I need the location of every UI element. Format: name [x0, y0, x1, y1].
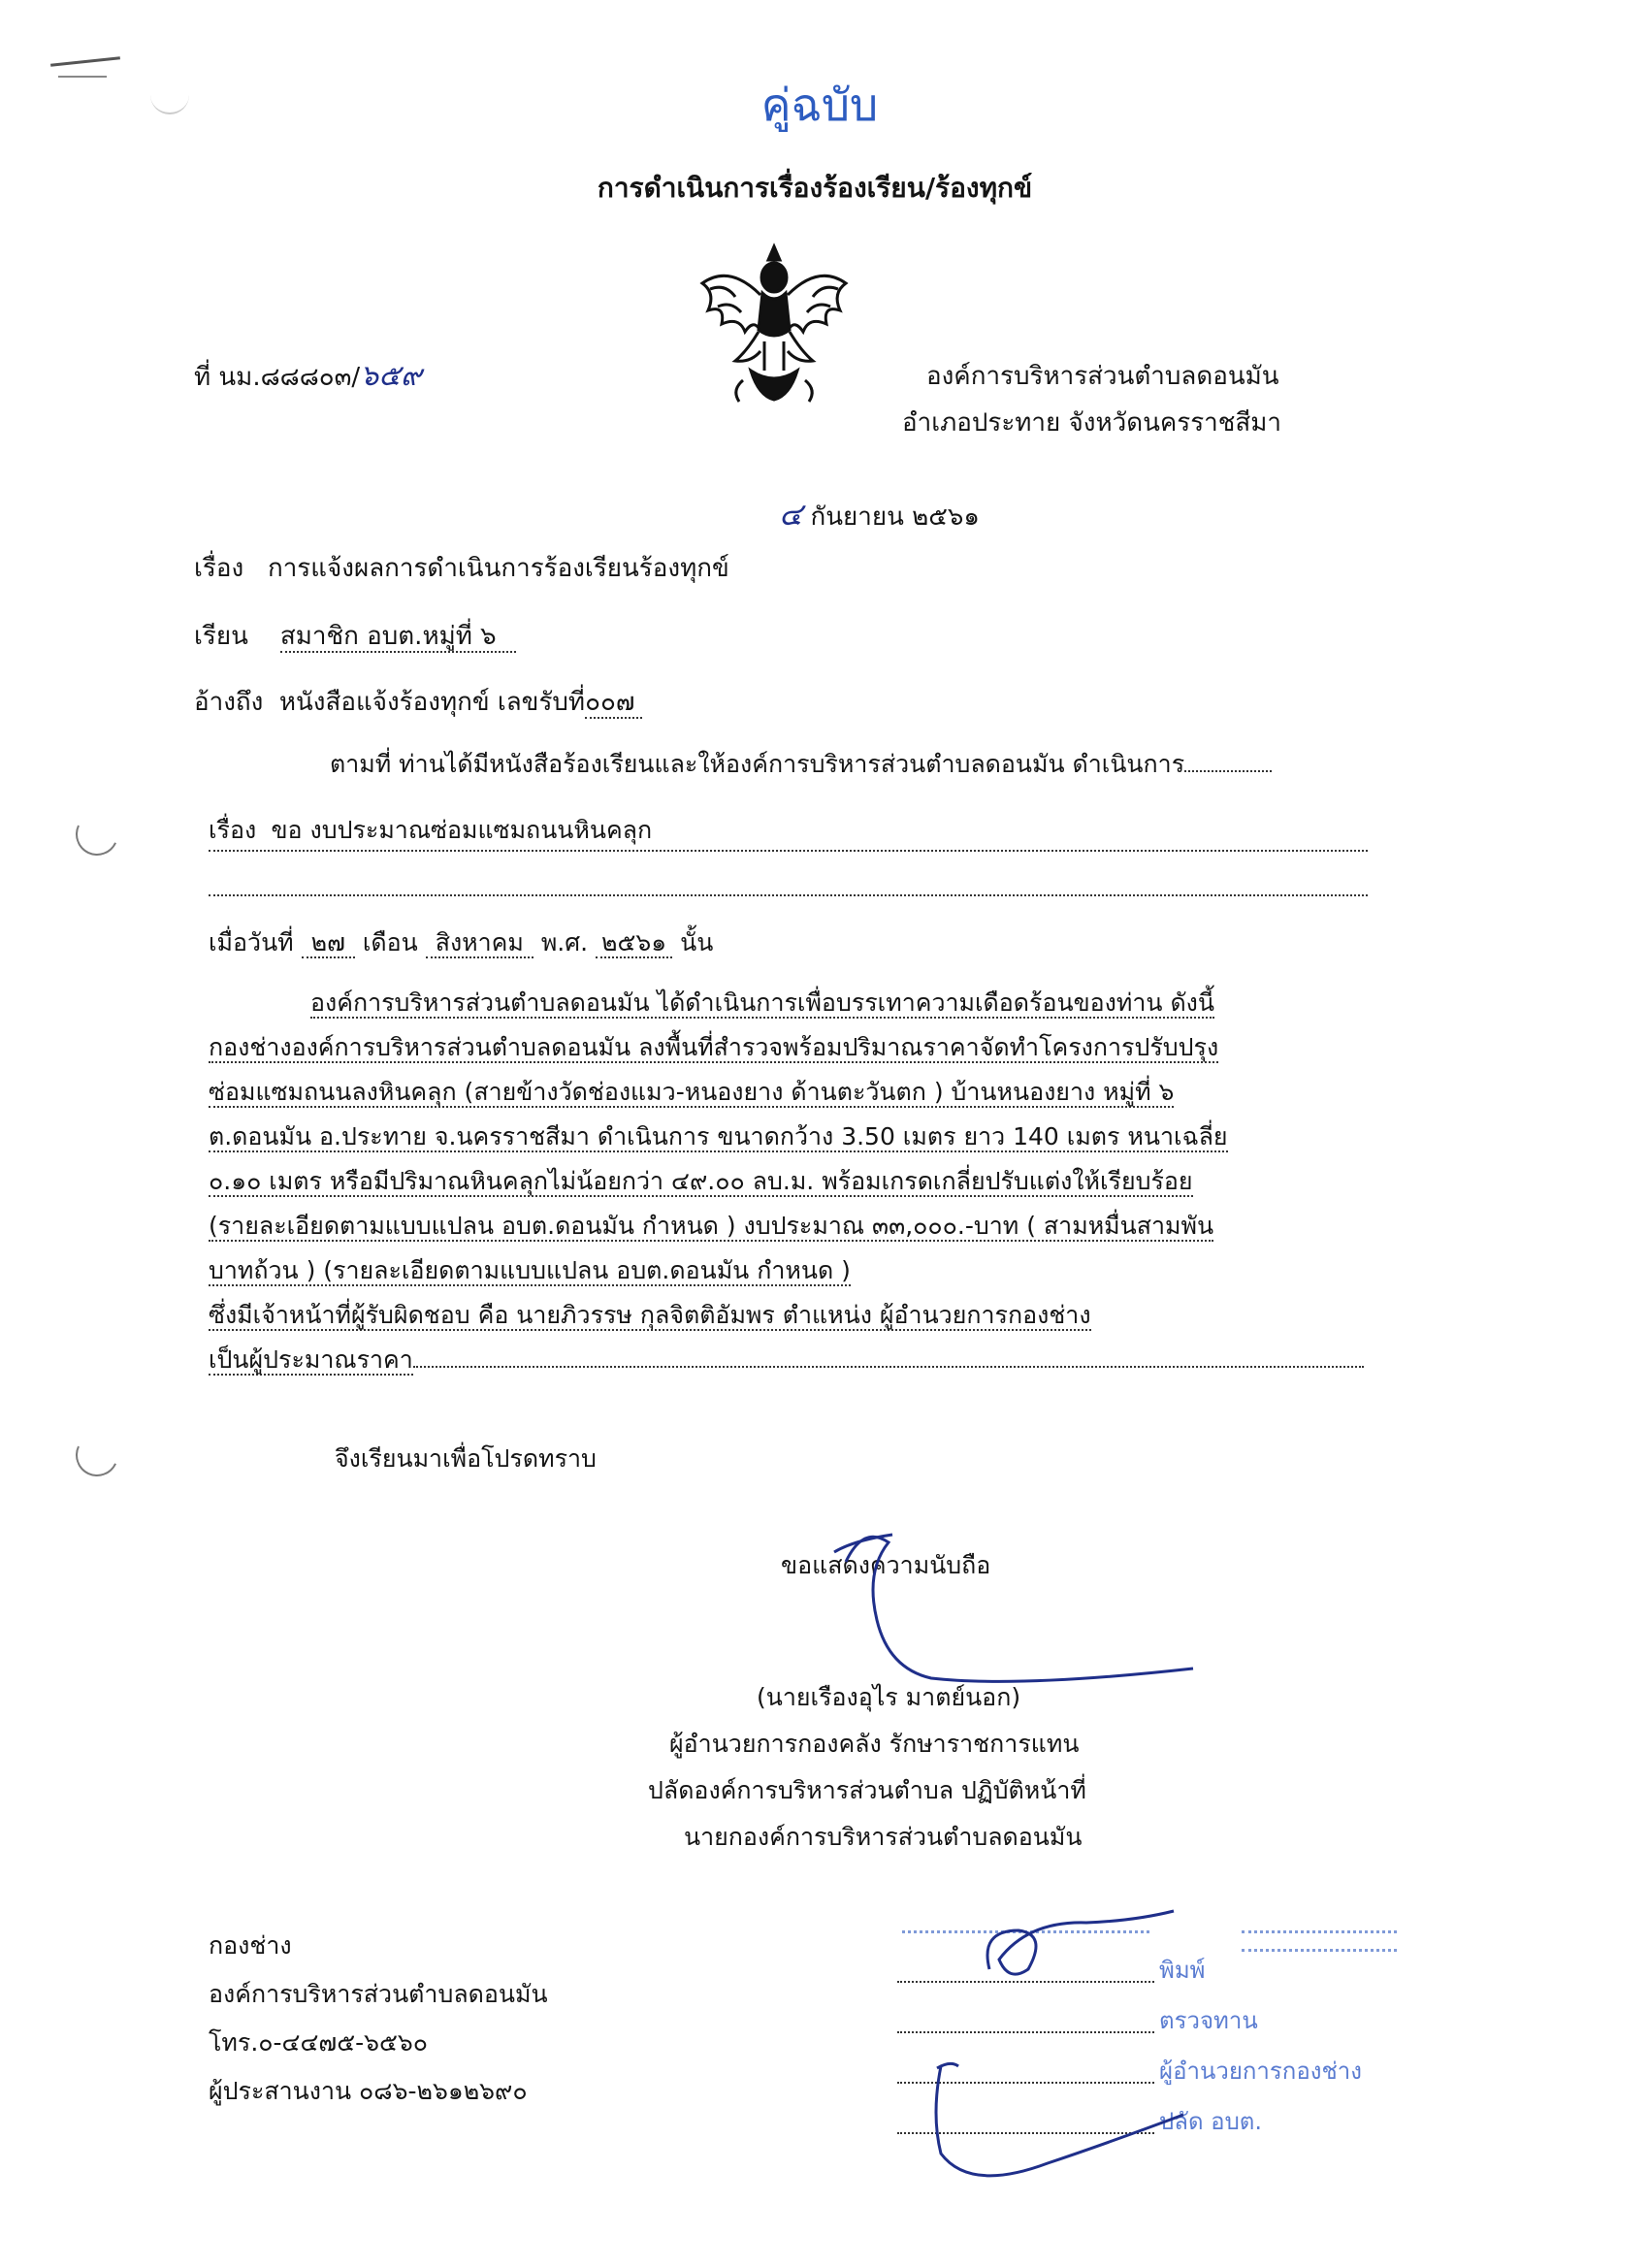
when-label: เมื่อวันที่	[209, 928, 294, 956]
signer-title-2: ปลัดองค์การบริหารส่วนตำบล ปฏิบัติหน้าที่	[648, 1776, 1086, 1804]
contact-dept: กองช่าง	[209, 1931, 292, 1960]
when-year: ๒๕๖๑	[596, 928, 672, 958]
body-intro	[330, 745, 1368, 784]
para-line: ต.ดอนมัน อ.ประทาย จ.นครราชสีมา ดำเนินการ ขนาดกว้าง 3.50 เมตร ยาว 140 เมตร หนาเฉลี่ย	[209, 1122, 1228, 1150]
date-month-year: กันยายน ๒๕๖๑	[810, 502, 980, 532]
subject-value: การแจ้งผลการดำเนินการร้องเรียนร้องทุกข์	[267, 554, 729, 583]
when-line	[209, 923, 713, 962]
para-line: เป็นผู้ประมาณราคา	[209, 1339, 1368, 1381]
dotted-fill	[1184, 749, 1272, 772]
when-month: สิงหาคม	[426, 928, 534, 958]
punch-hole	[70, 807, 124, 861]
reference-value: หนังสือแจ้งร้องทุกข์ เลขรับที่	[278, 688, 586, 717]
para-line: บาทถ้วน ) (รายละเอียดตามแบบแปลน อบต.ดอนมัน กำหนด )	[209, 1256, 851, 1284]
regards-text: ขอแสดงความนับถือ	[781, 1551, 991, 1579]
org-name: องค์การบริหารส่วนตำบลดอนมัน	[926, 362, 1279, 391]
scan-mark	[50, 56, 120, 67]
signer-title-1: ผู้อำนวยการกองคลัง รักษาราชการแทน	[669, 1730, 1080, 1758]
org-district: อำเภอประทาย จังหวัดนครราชสีมา	[902, 408, 1282, 437]
matter-value: ขอ งบประมาณซ่อมแซมถนนหินคลุก	[271, 816, 653, 844]
to-label: เรียน	[194, 622, 248, 651]
page-heading: การดำเนินการเรื่องร้องเรียน/ร้องทุกข์	[597, 172, 1033, 204]
signer-title-3: นายกองค์การบริหารส่วนตำบลดอนมัน	[684, 1823, 1083, 1851]
scan-mark	[58, 76, 107, 78]
when-month-label: เดือน	[362, 928, 418, 956]
reference-number: ๐๐๗	[585, 688, 642, 719]
scan-mark	[150, 83, 189, 114]
initials-scribble-icon	[970, 1901, 1183, 1989]
date-day: ๔	[779, 496, 803, 533]
approval-row: ปลัด อบต.	[897, 2103, 1421, 2142]
para-line: (รายละเอียดตามแบบแปลน อบต.ดอนมัน กำหนด ) งบประมาณ ๓๓,๐๐๐.-บาท ( สามหมื่นสามพัน	[209, 1212, 1214, 1240]
doc-number-handwritten: ๖๕๙	[360, 359, 422, 393]
subject-line	[194, 549, 729, 588]
body-intro-text: ตามที่ ท่านได้มีหนังสือร้องเรียนและให้องค์การบริหารส่วนตำบลดอนมัน ดำเนินการ	[330, 750, 1185, 778]
doc-number	[194, 357, 422, 397]
subject-label: เรื่อง	[194, 554, 244, 583]
approval-row: ตรวจทาน	[897, 2002, 1421, 2041]
to-value: สมาชิก อบต.หมู่ที่ ๖	[280, 622, 516, 653]
when-suffix: นั้น	[680, 928, 714, 956]
stamp-bar-right	[1242, 1930, 1397, 1952]
contact-coordinator: ผู้ประสานงาน ๐๘๖-๒๖๑๒๖๙๐	[209, 2077, 528, 2105]
para-line: องค์การบริหารส่วนตำบลดอนมัน ได้ดำเนินการเพื่อบรรเทาความเดือดร้อนของท่าน ดังนี้	[310, 988, 1214, 1017]
para-line: กองช่างองค์การบริหารส่วนตำบลดอนมัน ลงพื้นที่สำรวจพร้อมปริมาณราคาจัดทำโครงการปรับปรุง	[209, 1033, 1219, 1061]
when-day: ๒๗	[302, 928, 355, 958]
matter-line	[209, 811, 1368, 852]
para-line: ซ่อมแซมถนนลงหินคลุก (สายข้างวัดช่องแมว-หนองยาง ด้านตะวันตก ) บ้านหนองยาง หมู่ที่ ๖	[209, 1078, 1175, 1106]
garuda-emblem-icon	[696, 235, 852, 409]
reference-line	[194, 683, 642, 722]
matter-label: เรื่อง	[209, 816, 257, 844]
to-line	[194, 617, 516, 656]
initials-scribble-icon	[912, 2057, 1203, 2192]
when-year-label: พ.ศ.	[540, 928, 589, 956]
punch-hole	[70, 1428, 124, 1482]
closing-text: จึงเรียนมาเพื่อโปรดทราบ	[335, 1444, 597, 1473]
contact-tel: โทร.๐-๔๔๗๕-๖๕๖๐	[209, 2028, 429, 2057]
contact-org: องค์การบริหารส่วนตำบลดอนมัน	[209, 1980, 548, 2008]
approval-row: พิมพ์	[897, 1952, 1421, 1991]
signer-name: (นายเรืองอุไร มาตย์นอก)	[757, 1683, 1021, 1711]
signature-scribble-icon	[795, 1513, 1203, 1698]
copy-stamp: คู่ฉบับ	[760, 79, 879, 131]
para-line: ๐.๑๐ เมตร หรือมีปริมาณหินคลุกไม่น้อยกว่า ๔๙.๐๐ ลบ.ม. พร้อมเกรดเกลี่ยปรับแต่งให้เรียบร้อย	[209, 1167, 1193, 1195]
letter-date	[779, 495, 980, 536]
blank-dotted-line	[209, 856, 1368, 896]
reference-label: อ้างถึง	[194, 688, 264, 717]
para-line: ซึ่งมีเจ้าหน้าที่ผู้รับผิดชอบ คือ นายภิวรรษ กุลจิตติอัมพร ตำแหน่ง ผู้อำนวยการกองช่าง	[209, 1301, 1091, 1329]
approval-row: ผู้อำนวยการกองช่าง	[897, 2053, 1421, 2091]
doc-number-label: ที่ นม.๘๘๘๐๓/	[194, 363, 361, 392]
